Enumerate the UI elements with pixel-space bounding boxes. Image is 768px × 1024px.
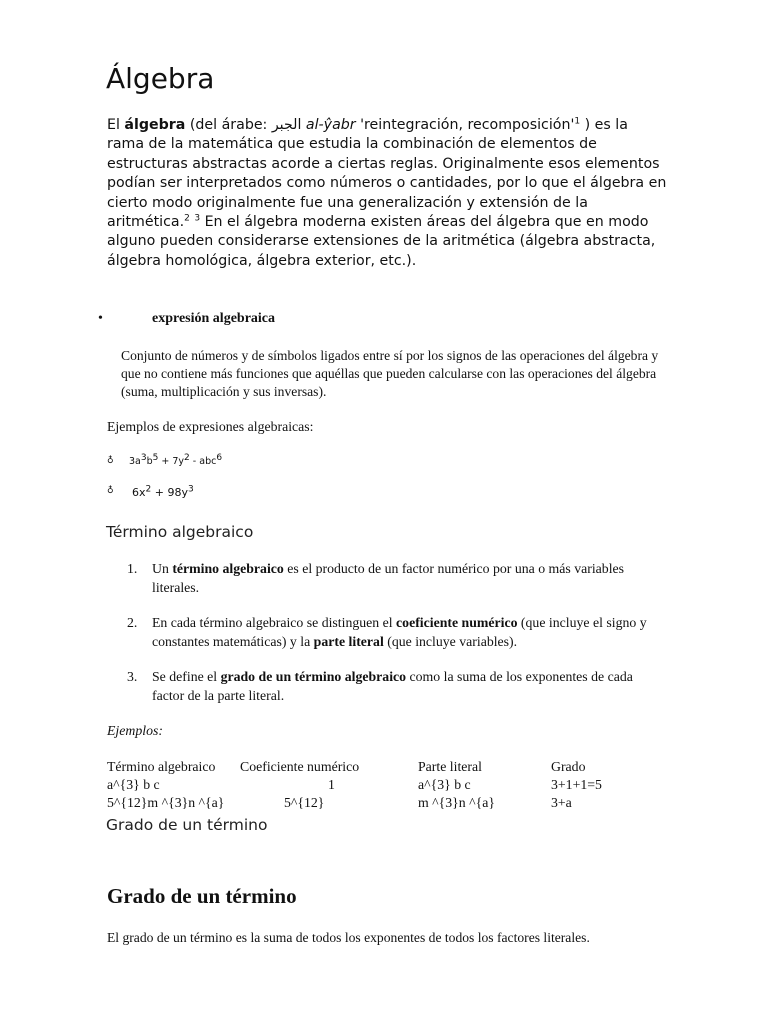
examples-intro: Ejemplos de expresiones algebraicas: (107, 419, 314, 434)
intro-paragraph: El álgebra (del árabe: الجبر al-ŷabr 'reintegración, $recomposición'^1$ ) es la rama de la matemática que estudia la combinación de elementos de estructuras abstractas acorde a ciertas reglas. Originalmente esos elementos podían ser interpretados como números o cantidades, por lo que el álgebra en cierto modo originalmente fue una generalización y extensión de la aritmética.$^2$ $^3$ En el álgebra moderna existen áreas del álgebra que en modo alguno pueden considerarse extensiones de la aritmética (álgebra abstracta, álgebra homológica, álgebra exterior, etc.). (107, 116, 667, 269)
degree-subtitle: Grado de un término (106, 816, 268, 834)
list-item: 2. En cada término algebraico se distinguen el coeficiente numérico (que incluye el signo y constantes matemáticas) y la parte literal (que incluye variables). (127, 615, 647, 649)
definition-text: Conjunto de números y de símbolos ligados entre sí por los signos de las operaciones del álgebra y que no contiene más funciones que aquéllas que pueden calcularse con las operaciones del álgebra (suma, multiplicación y sus inversas). (121, 348, 659, 400)
table-cell: m ^{3}n ^{a} (418, 795, 495, 810)
table-cell: 1 (328, 777, 335, 792)
table-cell: 5^{12}m ^{3}n ^{a} (107, 795, 225, 810)
list-item: 1. Un término algebraico es el producto de un factor numérico por una o más variables literales. (127, 561, 625, 595)
term-definitions-list (127, 560, 667, 723)
expression-formula: $3a^3b^5 + 7y^2 - abc^6$ (129, 452, 223, 467)
arabic-word: الجبر (271, 117, 302, 133)
table-cell: a^{3} b c (107, 777, 160, 792)
table-cell: 3+1+1=5 (551, 777, 602, 792)
table-header: Grado (551, 759, 586, 774)
planet-symbol-icon: ♁ (107, 456, 114, 466)
degree-heading: Grado de un término (107, 884, 297, 908)
table-cell: 3+a (551, 795, 572, 810)
expression-formula: $6x^2 + 98y^3$ (132, 484, 194, 499)
table-header: Coeficiente numérico (240, 759, 360, 774)
list-item: 3. Se define el grado de un término algebraico como la suma de los exponentes de cada factor de la parte literal. (127, 669, 633, 703)
table-cell: 5^{12} (284, 795, 325, 810)
transliteration: al-ŷabr (305, 117, 356, 133)
ref-1[interactable]: 1 (574, 116, 581, 127)
ref-2[interactable]: 2 (184, 213, 190, 224)
bullet-label: expresión algebraica (152, 311, 276, 326)
table-header: Término algebraico (107, 759, 216, 774)
table-header: Parte literal (418, 759, 482, 774)
degree-definition: El grado de un término es la suma de todos los exponentes de todos los factores literales. (107, 930, 590, 945)
ref-3[interactable]: 3 (194, 213, 201, 224)
table-cell: a^{3} b c (418, 777, 471, 792)
page-title: Álgebra (106, 62, 215, 95)
planet-symbol-icon: ♁ (107, 486, 114, 496)
bullet-dot-icon: • (98, 311, 103, 326)
intro-bold-term: álgebra (124, 117, 186, 133)
section-term-title: Término algebraico (106, 523, 254, 541)
examples-label: Ejemplos: (107, 723, 163, 738)
